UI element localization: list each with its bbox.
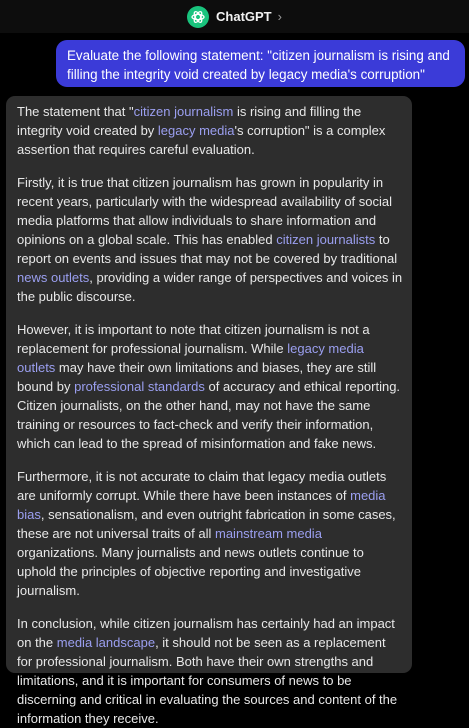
paragraph-text: organizations. Many journalists and news outlets continue to uphold the principles of objective reporting and investigative journalism. <box>17 545 364 598</box>
paragraph-text: Firstly, it is true that citizen journalism has grown in popularity in recent years, particularly with the widespread availability of social media platforms that allow individuals to share information and opinions on a global scale. This has enabled <box>17 175 393 247</box>
link-legacy-media[interactable]: legacy media <box>157 123 235 138</box>
response-paragraph <box>17 173 404 306</box>
link-citizen-journalists[interactable]: citizen journalists <box>276 232 376 247</box>
link-media-bias[interactable]: media bias <box>17 488 386 522</box>
paragraph-text: 's corruption" is a complex assertion that requires careful evaluation. <box>17 123 386 157</box>
paragraph-text: is rising and filling the integrity void created by <box>17 104 362 138</box>
link-citizen-journalism[interactable]: citizen journalism <box>133 104 234 119</box>
paragraph-text: to report on events and issues that may not be covered by traditional <box>17 232 398 266</box>
user-message-text: Evaluate the following statement: "citizen journalism is rising and filling the integrity void created by legacy media's corruption" <box>67 48 450 82</box>
link-media-landscape[interactable]: media landscape <box>56 635 156 650</box>
assistant-message-bubble <box>6 96 412 726</box>
paragraph-text: may have their own limitations and biases, they are still bound by <box>17 360 377 394</box>
link-legacy-media-outlets[interactable]: legacy media outlets <box>17 341 364 375</box>
openai-logo-icon[interactable] <box>187 6 209 28</box>
paragraph-text: of accuracy and ethical reporting. Citizen journalists, on the other hand, may not have the same training or resources to fact-check and verify their information, which can lead to the spread of misinformation and fake news. <box>17 379 401 451</box>
response-paragraph <box>17 320 404 453</box>
paragraph-text: Furthermore, it is not accurate to claim that legacy media outlets are uniformly corrupt. While there have been instances of <box>17 469 387 503</box>
response-paragraph <box>17 614 404 728</box>
paragraph-text: In conclusion, while citizen journalism has certainly had an impact on the <box>17 616 395 650</box>
paragraph-text: , providing a wider range of perspectives and voices in the public discourse. <box>17 270 403 304</box>
app-title[interactable]: ChatGPT <box>216 9 272 24</box>
link-news-outlets[interactable]: news outlets <box>17 270 90 285</box>
chevron-right-icon[interactable]: › <box>277 9 282 24</box>
link-professional-standards[interactable]: professional standards <box>74 379 205 394</box>
paragraph-text: The statement that " <box>17 104 134 119</box>
paragraph-text: , it should not be seen as a replacement for professional journalism. Both have their own strengths and limitations, and it is important for consumers of news to be discerning and critical in evaluating the sources and content of the information they receive. <box>17 635 398 726</box>
paragraph-text: , sensationalism, and even outright fabrication in some cases, these are not universal traits of all <box>17 507 396 541</box>
paragraph-text: However, it is important to note that citizen journalism is not a replacement for professional journalism. While <box>17 322 370 356</box>
response-paragraph <box>17 102 404 159</box>
chat-header <box>0 0 469 33</box>
user-message-bubble <box>56 40 465 87</box>
response-paragraph <box>17 467 404 600</box>
link-mainstream-media[interactable]: mainstream media <box>215 526 322 541</box>
